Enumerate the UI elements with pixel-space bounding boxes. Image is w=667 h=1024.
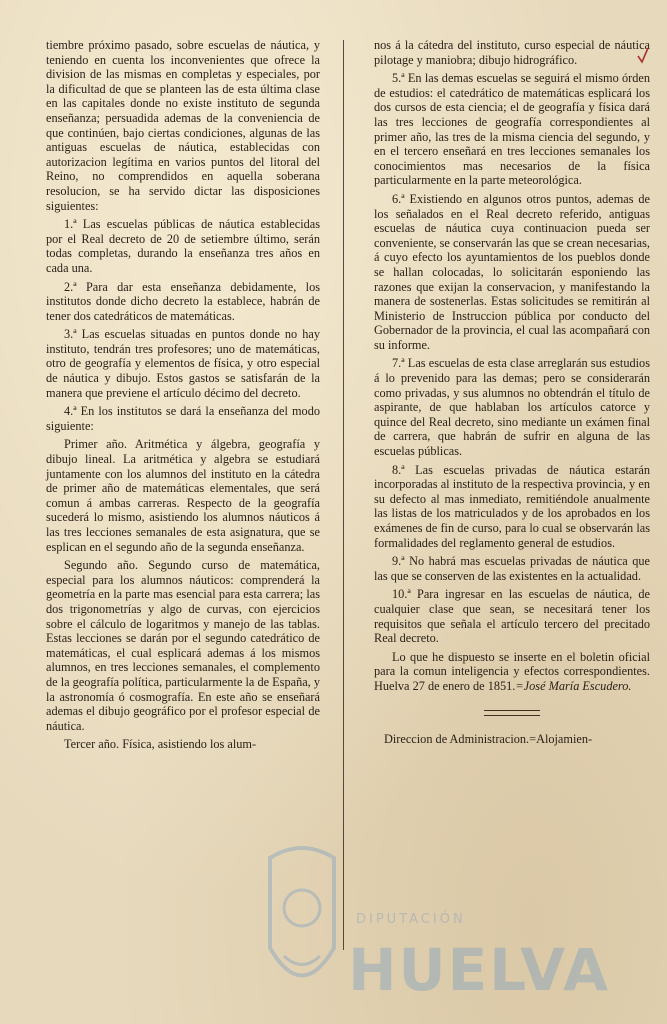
- section-rule: [484, 710, 540, 716]
- article-4: 4.ª En los institutos se dará la enseñanza del modo siguiente:: [46, 404, 320, 433]
- article-9: 9.ª No habrá mas escuelas privadas de náutica que las que se conserven de las existentes en la actualidad.: [374, 554, 650, 583]
- article-7: 7.ª Las escuelas de esta clase arreglarán sus estudios á lo prevenido para las demas; pero se considerarán como privadas, y sus alumnos no obtendrán el título de aspirante, de que hablaban los artículos catorce y quince del Real decreto, sino mediante un exámen final de carrera, que habrán de sufrir en alguna de las escuelas públicas.: [374, 356, 650, 459]
- next-section-heading: Direccion de Administracion.=Alojamien-: [384, 731, 593, 746]
- column-divider: [343, 40, 344, 950]
- tercer-ano: Tercer año. Física, asistiendo los alum-: [64, 737, 257, 752]
- segundo-ano: Segundo año. Segundo curso de matemática, especial para los alumnos náuticos: comprenderá la geometría en la parte mas esencial para esta carrera; las dos trigonometrías y algo de curvas, con ejercicios sobre el cálculo de logaritmos y manejo de las tablas. Estas lecciones se darán por el segundo catedrático de matemáticas, el cual esplicará ademas á los mismos alumnos, en tres lecciones semanales, el complemento de la geografía política, particularmente la de España, y la astronomía ó cosmografía. En este año se enseñará ademas el dibujo geográfico por el profesor especial de náutica.: [46, 558, 320, 733]
- signature: =José María Escudero.: [515, 678, 632, 693]
- handwritten-check-mark: [636, 46, 650, 66]
- paragraph-intro: tiembre próximo pasado, sobre escuelas de náutica, y teniendo en cuenta los inconvenientes que ofrece la division de las mismas en completas y especiales, por la dificultad de que se planteen las de esta última clase en las capitales donde no existe instituto de segunda enseñanza; persuadida ademas de la conveniencia de que continúen, bajo ciertas condiciones, algunas de las antiguas escuelas de náutica, establecidas con autorizacion legítima en varios puntos del litoral del Reino, no comprendidos en aquella soberana resolucion, se ha servido dictar las disposiciones siguientes:: [46, 38, 320, 213]
- left-column: [46, 38, 320, 752]
- article-10: 10.ª Para ingresar en las escuelas de náutica, de cualquier clase que sean, se necesitará tener los requisitos que señala el artículo tercero del precitado Real decreto.: [374, 587, 650, 646]
- closing-paragraph: [374, 650, 650, 694]
- article-8: 8.ª Las escuelas privadas de náutica estarán incorporadas al instituto de la respectiva provincia, y en su defecto al mas inmediato, remitiéndole anualmente las listas de los matriculados y de los aprobados en los exámenes de fin de curso, para lo cual se observarán las formalidades del reglamento general de estudios.: [374, 462, 650, 550]
- watermark-label: DIPUTACIÓN: [356, 912, 466, 927]
- watermark-text: HUELVA: [348, 936, 611, 1004]
- article-6: 6.ª Existiendo en algunos otros puntos, ademas de los señalados en el Real decreto referido, antiguas escuelas de náutica cuya continuacion pueda ser conveniente, se conservarán las que se crean necesarias, á cuyo efecto los ayuntamientos de los pueblos donde se hallan colocadas, lo solicitarán esponiendo las razones que exijan la conservacion, y manifestando la manera de sostenerlas. Estas solicitudes se remitirán al Ministerio de Instruccion pública por conducto del Gobernador de la provincia, el cual las acompañará con su informe.: [374, 191, 650, 352]
- continuation: nos á la cátedra del instituto, curso especial de náutica pilotage y maniobra; dibujo hidrográfico.: [374, 38, 650, 67]
- closing-text: Lo que he dispuesto se inserte en el boletin oficial para la comun inteligencia y efectos correspondientes. Huelva 27 de enero de 1851.: [374, 649, 650, 693]
- article-2: 2.ª Para dar esta enseñanza debidamente, los institutos donde dicho decreto la establece, habrán de tener dos catedráticos de matemáticas.: [46, 279, 320, 323]
- primer-ano: Primer año. Aritmética y álgebra, geografía y dibujo lineal. La aritmética y algebra se estudiará juntamente con los alumnos del instituto en la cátedra de primer año de matemáticas elementales, que será comun á ambas carreras. Respecto de la geografía sucederá lo mismo, asistiendo los alumnos náuticos á las tres lecciones semanales de esta asignatura, que se esplican en el segundo año de la segunda enseñanza.: [46, 437, 320, 554]
- article-1: 1.ª Las escuelas públicas de náutica establecidas por el Real decreto de 20 de setiembre último, serán todas completas, durando la enseñanza tres años en cada una.: [46, 217, 320, 275]
- article-3: 3.ª Las escuelas situadas en puntos donde no hay instituto, tendrán tres profesores; uno de matemáticas, otro de geografía y elementos de física, y otro especial de náutica y dibujo. Estos gastos se satisfarán de la manera que previene el artículo décimo del decreto.: [46, 327, 320, 400]
- article-5: 5.ª En las demas escuelas se seguirá el mismo órden de estudios: el catedrático de matemáticas esplicará los dos cursos de esta ciencia; el de geografía y física dará las tres lecciones de geografía correspondientes al primer año, las tres de la misma ciencia del segundo, y en el tercero enseñará en tres lecciones semanales los conocimientos mas necesarios de la física particularmente en la parte meteorológica.: [374, 71, 650, 188]
- right-column: [374, 38, 650, 746]
